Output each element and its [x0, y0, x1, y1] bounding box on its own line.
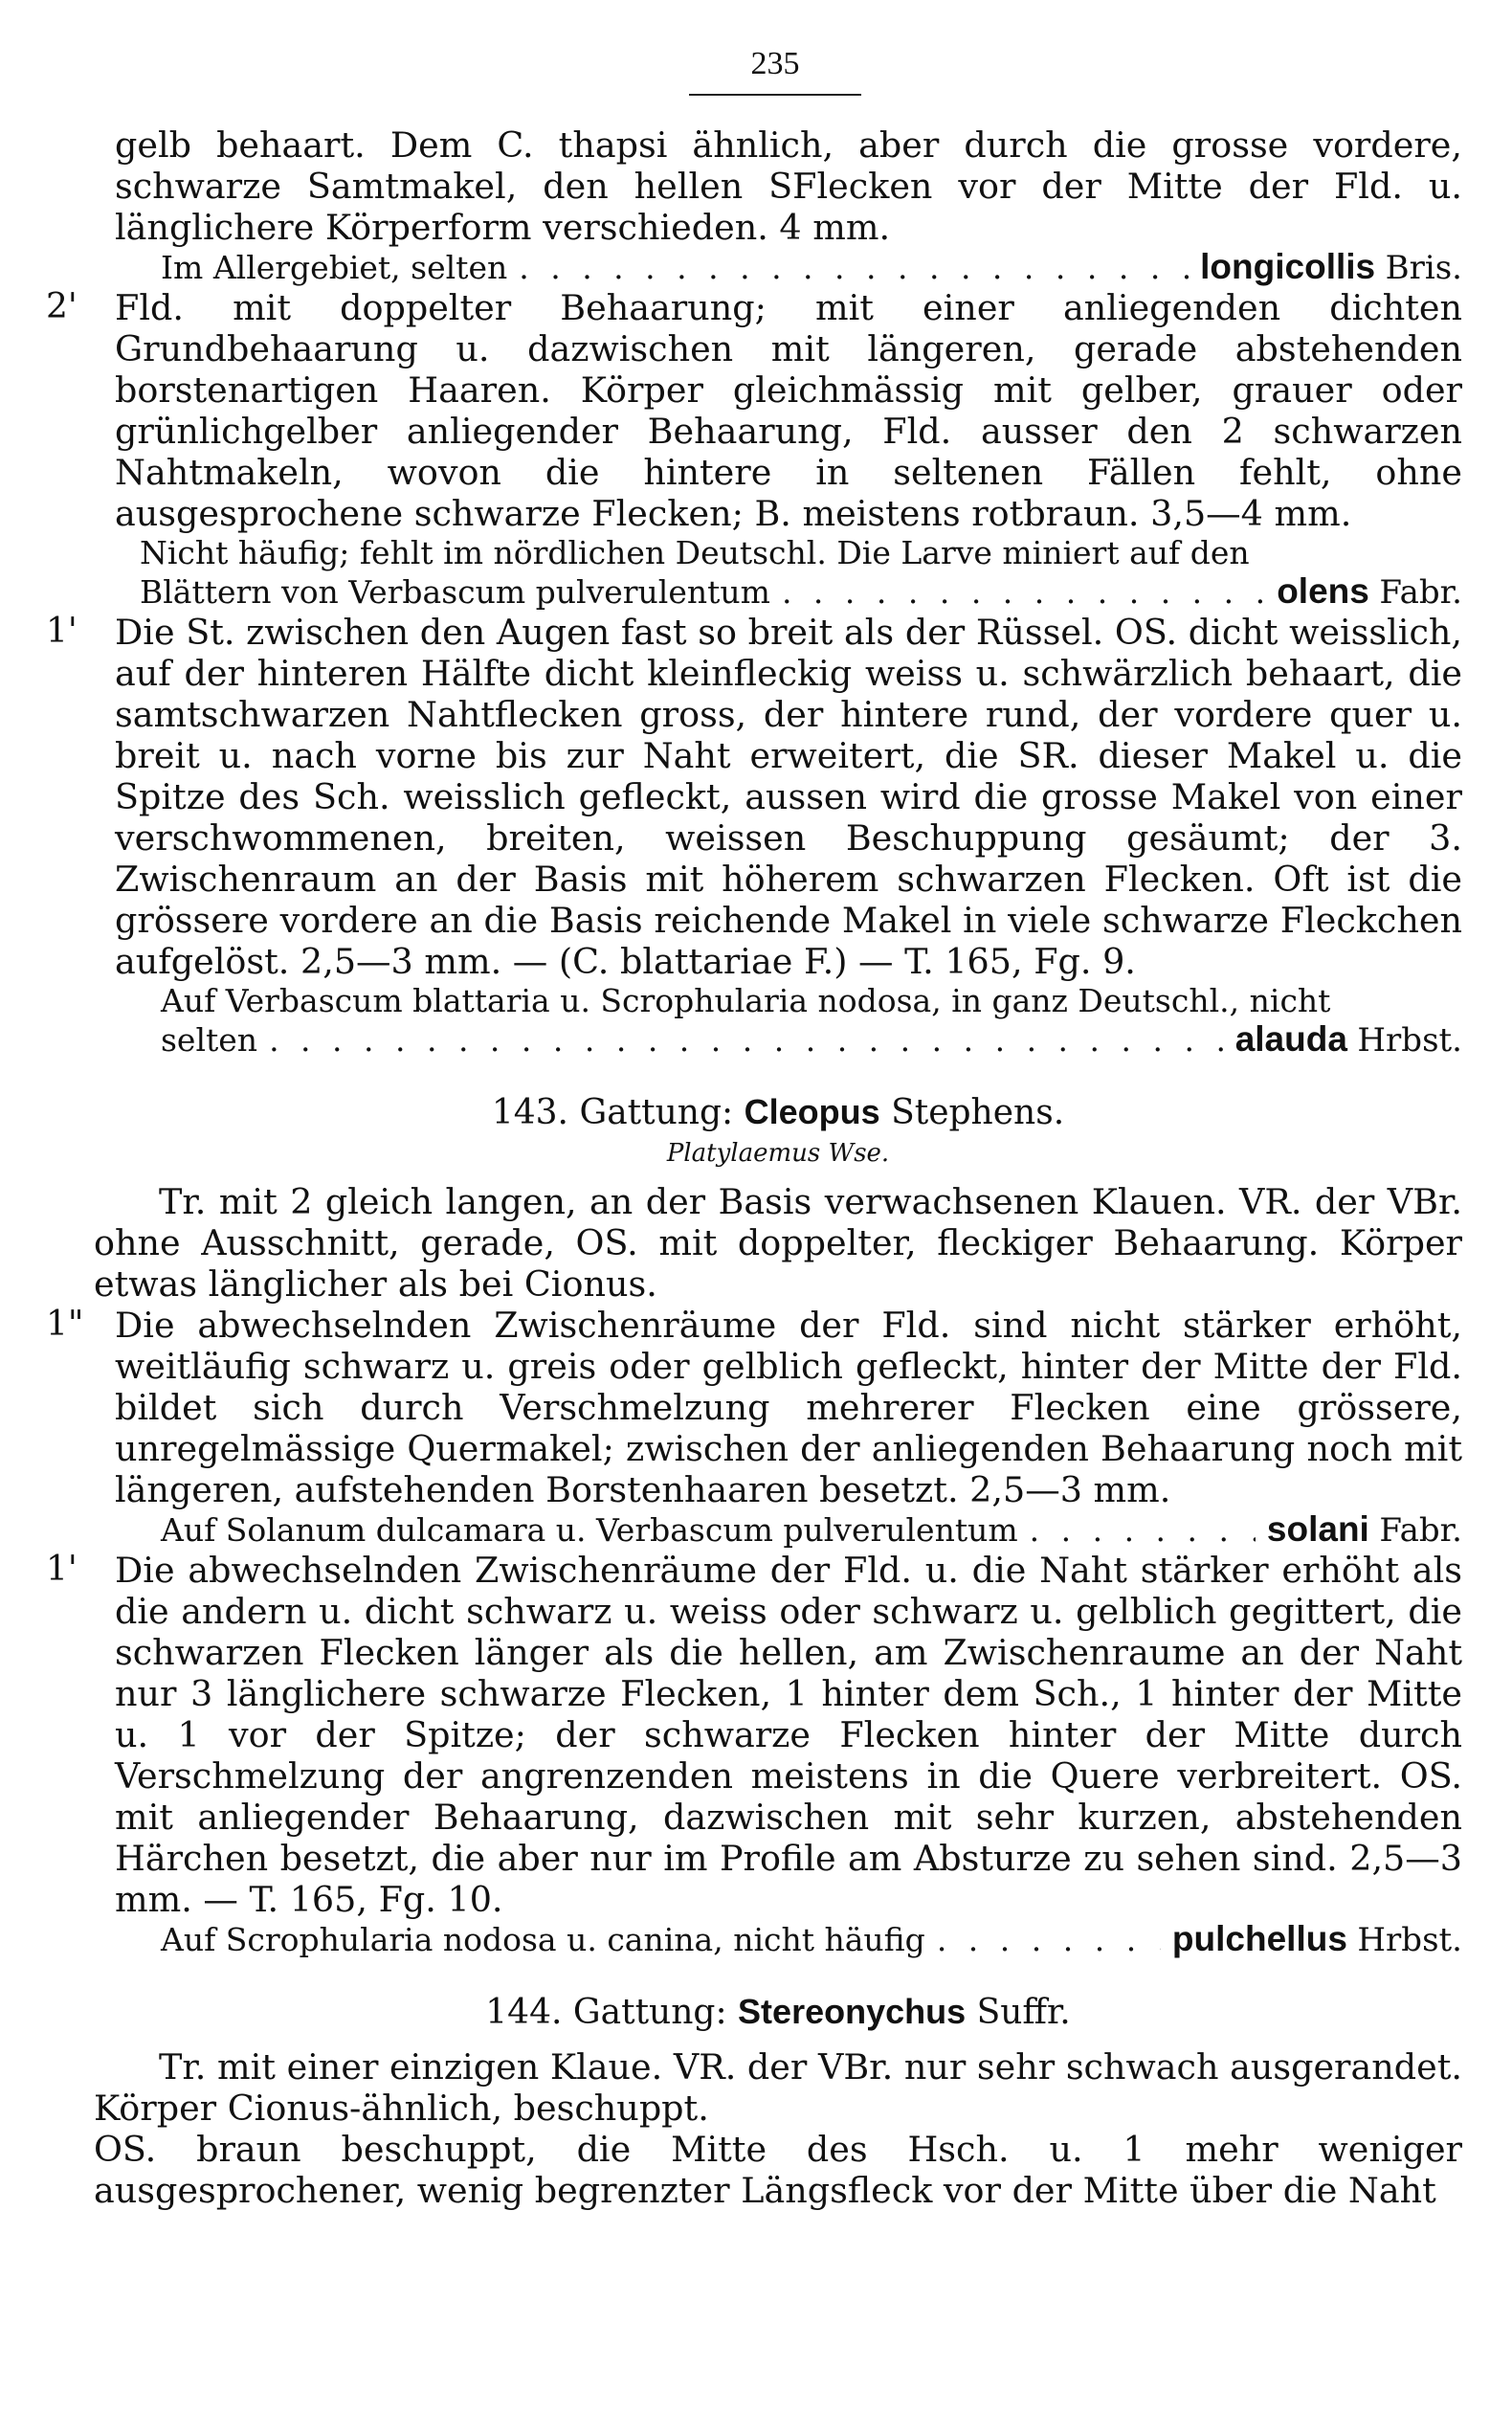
- habitat-text: Im Allergebiet, selten: [161, 249, 508, 286]
- dot-leader: [937, 1921, 1161, 1959]
- page-content: [46, 124, 1462, 2211]
- key-marker: 1': [46, 1550, 78, 1589]
- habitat-text: Auf Verbascum blattaria u. Scrophularia nodosa, in ganz Deutschl., nicht: [161, 982, 1331, 1019]
- species-line-solani: [94, 1510, 1462, 1550]
- genus-name: Cleopus: [744, 1092, 880, 1131]
- genus-name: Stereonychus: [738, 1992, 967, 2031]
- key-entry-alauda: [46, 612, 1462, 982]
- genus-heading-stereonychus: [94, 1988, 1462, 2037]
- entry-text: Fld. mit doppelter Behaarung; mit einer anliegenden dichten Grundbehaarung u. dazwischen mit längeren, gerade abstehenden borstenartigen Haaren. Körper gleichmässig mit gelber, grauer oder grünlichgelber anliegender Behaarung, Fld. ausser den 2 schwarzen Nahtmakeln, wovon die hintere in seltenen Fällen fehlt, ohne ausgesprochene schwarze Flecken; B. meistens rotbraun. 3,5—4 mm.: [115, 287, 1462, 534]
- dot-leader: [1030, 1511, 1256, 1550]
- species-name: longicollis: [1200, 247, 1376, 286]
- species-name: olens: [1277, 571, 1369, 611]
- key-entry-solani: [46, 1305, 1462, 1510]
- genus-author: Stephens.: [891, 1093, 1065, 1132]
- habitat-text: Auf Solanum dulcamara u. Verbascum pulverulentum: [161, 1511, 1018, 1549]
- species-line-longicollis: [94, 248, 1462, 287]
- key-marker: 2': [46, 287, 78, 326]
- dot-leader: [519, 249, 1189, 287]
- genus-description-continued: OS. braun beschuppt, die Mitte des Hsch. u. 1 mehr weniger ausgesprochener, wenig begrenzter Längsfleck vor der Mitte über die Naht: [94, 2129, 1462, 2211]
- continuation-paragraph: gelb behaart. Dem C. thapsi ähnlich, aber durch die grosse vordere, schwarze Samtmakel, den hellen SFlecken vor der Mitte der Fld. u. länglichere Körperform verschieden. 4 mm.: [115, 124, 1462, 248]
- key-marker: 1': [46, 612, 78, 651]
- entry-text: Die abwechselnden Zwischenräume der Fld. sind nicht stärker erhöht, weitläufig schwarz u. greis oder gelblich gefleckt, hinter der Mitte der Fld. bildet sich durch Verschmelzung mehrerer Flecken eine grössere, unregelmässige Quermakel; zwischen der anliegenden Behaarung noch mit längeren, aufstehenden Borstenhaaren besetzt. 2,5—3 mm.: [115, 1305, 1462, 1510]
- key-entry-pulchellus: [46, 1550, 1462, 1920]
- species-author: Hrbst.: [1357, 1921, 1462, 1959]
- key-marker: 1": [46, 1305, 84, 1344]
- dot-leader: [782, 573, 1265, 612]
- species-line-alauda: [94, 1020, 1462, 1060]
- species-author: Fabr.: [1379, 1511, 1462, 1550]
- genus-heading-prefix: 143. Gattung:: [491, 1093, 734, 1132]
- genus-heading-cleopus: [94, 1088, 1462, 1137]
- dot-leader: [269, 1021, 1224, 1060]
- species-name: alauda: [1234, 1019, 1347, 1059]
- genus-description: Tr. mit einer einzigen Klaue. VR. der VBr. nur sehr schwach ausgerandet. Körper Cionus-ähnlich, beschuppt.: [94, 2046, 1462, 2129]
- species-author: Hrbst.: [1357, 1021, 1462, 1060]
- species-author: Fabr.: [1379, 573, 1462, 612]
- key-entry-olens: [46, 287, 1462, 534]
- habitat-text: Auf Scrophularia nodosa u. canina, nicht häufig: [161, 1921, 925, 1958]
- entry-text: Die St. zwischen den Augen fast so breit als der Rüssel. OS. dicht weisslich, auf der hinteren Hälfte dicht kleinfleckig weiss u. schwärzlich behaart, die samtschwarzen Nahtflecken gross, der hintere rund, der vordere quer u. breit u. nach vorne bis zur Naht erweitert, die SR. dieser Makel u. die Spitze des Sch. weisslich gefleckt, aussen wird die grosse Makel von einer verschwommenen, breiten, weissen Beschuppung gesäumt; der 3. Zwischenraum an der Basis mit höherem schwarzen Flecken. Oft ist die grössere vordere an die Basis reichende Makel in viele schwarze Fleckchen aufgelöst. 2,5—3 mm. — (C. blattariae F.) — T. 165, Fg. 9.: [115, 612, 1462, 982]
- genus-synonym: Platylaemus Wse.: [666, 1139, 890, 1168]
- habitat-text: Blättern von Verbascum pulverulentum: [140, 573, 770, 611]
- page-number: 235: [750, 46, 800, 81]
- entry-text: Die abwechselnden Zwischenräume der Fld. u. die Naht stärker erhöht als die andern u. dicht schwarz u. weiss oder schwarz u. gelblich gegittert, die schwarzen Flecken länger als die hellen, am Zwischenraume an der Naht nur 3 länglichere schwarze Flecken, 1 hinter dem Sch., 1 hinter der Mitte u. 1 vor der Spitze; der schwarze Flecken hinter der Mitte durch Verschmelzung der angrenzenden meistens in die Quere verbreitert. OS. mit anliegender Behaarung, dazwischen mit sehr kurzen, abstehenden Härchen besetzt, die aber nur im Profile am Absturze zu sehen sind. 2,5—3 mm. — T. 165, Fg. 10.: [115, 1550, 1462, 1920]
- species-name: solani: [1266, 1509, 1369, 1549]
- page-number-rule: [689, 94, 861, 96]
- species-line-olens: [94, 572, 1462, 612]
- habitat-text: selten: [161, 1021, 258, 1059]
- habitat-text: Nicht häufig; fehlt im nördlichen Deutschl. Die Larve miniert auf den: [140, 534, 1250, 571]
- species-line-pulchellus: [94, 1920, 1462, 1959]
- genus-heading-prefix: 144. Gattung:: [485, 1993, 727, 2032]
- species-author: Bris.: [1385, 249, 1462, 287]
- genus-description: Tr. mit 2 gleich langen, an der Basis verwachsenen Klauen. VR. der VBr. ohne Ausschnitt, gerade, OS. mit doppelter, fleckiger Behaarung. Körper etwas länglicher als bei Cionus.: [94, 1181, 1462, 1305]
- species-name: pulchellus: [1171, 1919, 1347, 1958]
- genus-author: Suffr.: [976, 1993, 1071, 2032]
